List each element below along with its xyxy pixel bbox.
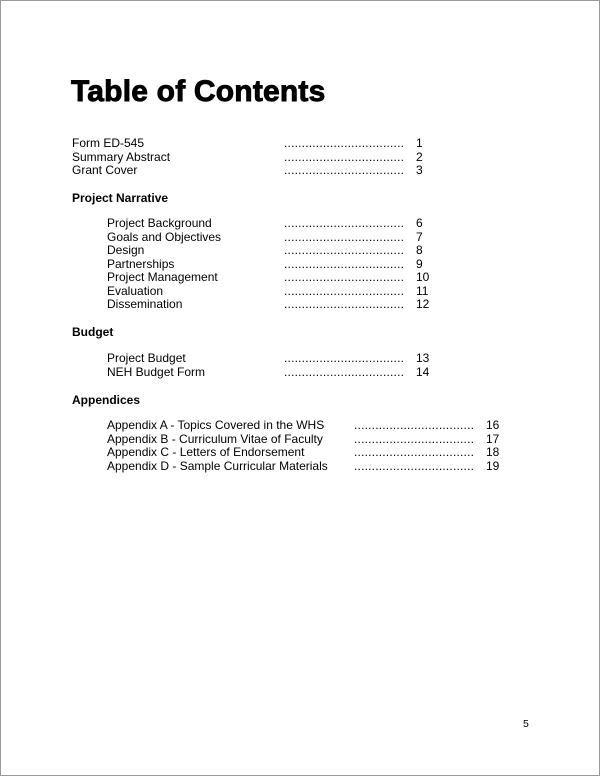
page-title: Table of Contents [71,75,326,108]
toc-leader: .................................. [284,136,405,150]
toc-page-number: 1 [416,136,423,150]
toc-leader: .................................. [354,445,475,459]
toc-page-number: 11 [416,283,429,298]
toc-entry-label: Appendix A - Topics Covered in the WHS [107,418,325,432]
toc-leader: .................................. [284,163,405,177]
toc-entry-label: Appendix B - Curriculum Vitae of Faculty [107,431,323,446]
toc-entry-label: Summary Abstract [72,149,171,164]
section-heading-project-narrative: Project Narrative [72,191,169,205]
toc-page-number: 3 [416,163,423,177]
toc-entry-label: Evaluation [107,283,164,298]
toc-leader: .................................. [354,458,475,473]
toc-entry-label: Appendix C - Letters of Endorsement [107,445,305,459]
toc-page-number: 2 [416,149,423,164]
toc-entry-label: Form ED-545 [72,136,145,150]
toc-leader: .................................. [284,364,405,379]
toc-entry-label: Project Management [107,270,218,284]
toc-page-number: 10 [416,270,430,284]
toc-page-number: 9 [416,256,423,271]
toc-entry-label: Grant Cover [72,163,138,177]
toc-leader: .................................. [284,149,405,164]
toc-leader: .................................. [284,283,405,298]
toc-entry-label: Goals and Objectives [107,229,222,244]
toc-leader: .................................. [284,270,405,284]
toc-leader: .................................. [284,297,405,311]
toc-entry-label: Dissemination [107,297,183,311]
toc-page-number: 13 [416,351,430,365]
toc-page-number: 6 [416,216,423,230]
section-heading-appendices: Appendices [72,393,141,407]
toc-leader: .................................. [284,216,405,230]
section-heading-budget: Budget [72,325,114,339]
toc-page-number: 17 [486,431,500,446]
toc-entry-label: NEH Budget Form [107,364,206,379]
toc-entry-label: Partnerships [107,256,175,271]
toc-leader: .................................. [284,243,405,257]
toc-page-number: 7 [416,229,423,244]
toc-leader: .................................. [284,256,405,271]
toc-page-number: 12 [416,297,430,311]
toc-entry-label: Appendix D - Sample Curricular Materials [107,458,328,473]
toc-page-number: 19 [486,458,500,473]
toc-leader: .................................. [354,431,475,446]
toc-page-number: 14 [416,364,430,379]
page-number: 5 [523,718,529,730]
toc-leader: .................................. [284,351,405,365]
toc-entry-label: Design [107,243,145,257]
toc-page-number: 16 [486,418,500,432]
toc-leader: .................................. [354,418,475,432]
toc-entry-label: Project Budget [107,351,186,365]
toc-entry-label: Project Background [107,216,212,230]
toc-page-number: 18 [486,445,500,459]
toc-leader: .................................. [284,229,405,244]
toc-page-number: 8 [416,243,423,257]
